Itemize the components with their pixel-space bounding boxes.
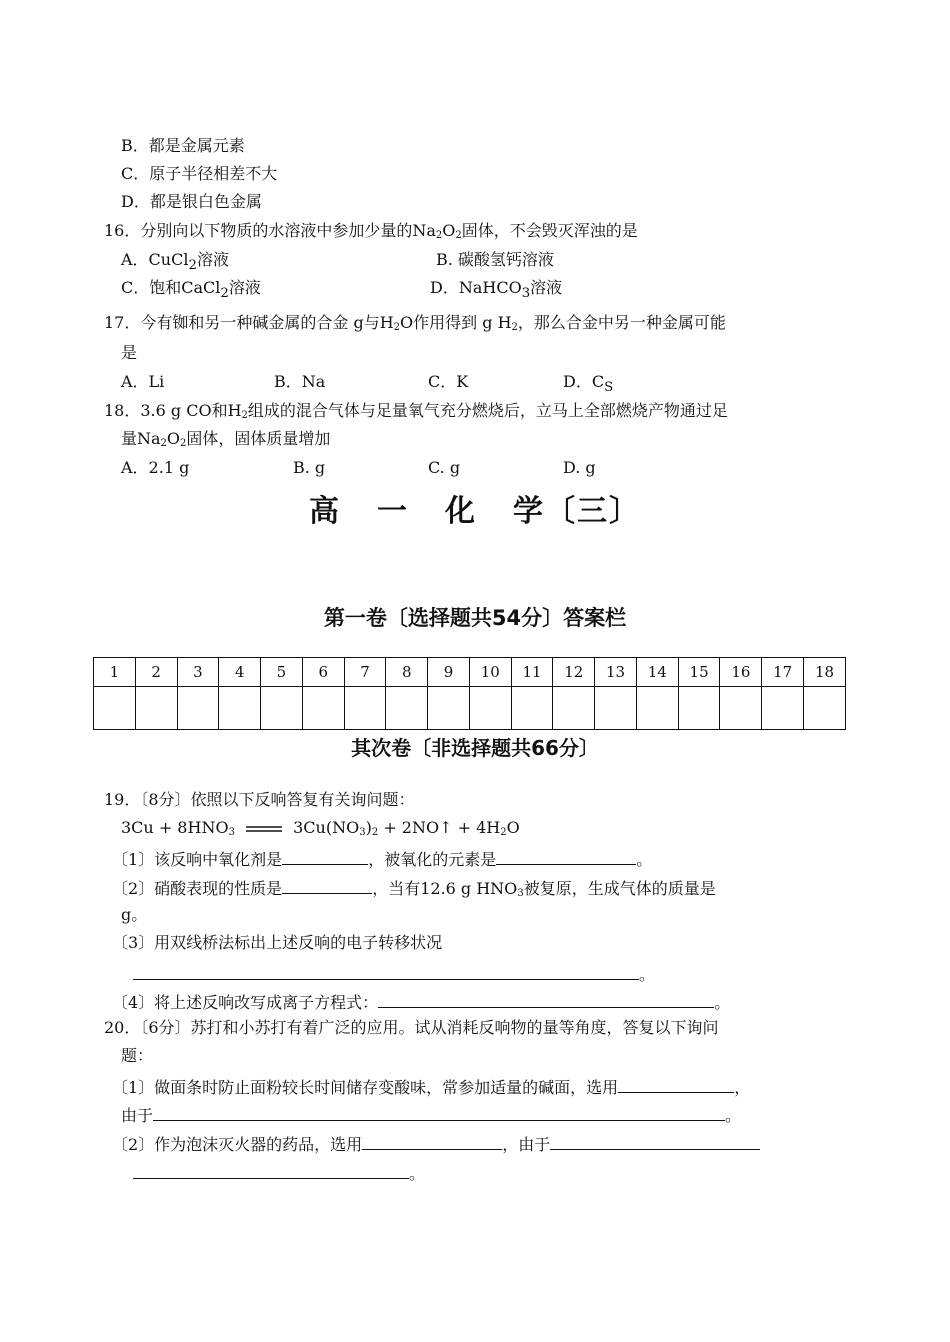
q18-option-c: C. g [428,458,461,477]
answer-blank[interactable] [153,1103,725,1121]
q17-option-c: C．K [428,372,469,391]
q20-part2: 〔2〕作为泡沫灭火器的药品，选用 ，由于 [112,1132,760,1155]
exam-title: 高 一 化 学〔三〕 [309,494,641,529]
answer-cell[interactable] [302,687,344,730]
answer-cell[interactable] [428,687,470,730]
q18-option-d: D. g [563,458,596,477]
q16-option-a: A．CuCl$_2$溶液 [121,250,229,274]
q15-option-c: C．原子半径相差不大 [121,164,278,183]
answer-cell[interactable] [553,687,595,730]
answer-table-header-row [94,658,846,687]
answer-table-header-cell: 2 [135,658,177,687]
answer-table-header-cell: 17 [762,658,804,687]
answer-blank[interactable] [362,1132,502,1150]
answer-cell[interactable] [678,687,720,730]
answer-blank[interactable] [133,1161,409,1179]
answer-table-header-cell: 11 [511,658,553,687]
q19-equation: $3Cu + 8HNO_3$ $3Cu(NO_3)_2$ + 2NO↑ + $4H_2O$ [121,818,520,838]
answer-table-header-cell: 4 [219,658,261,687]
q16-stem: 16．分别向以下物质的水溶液中参加少量的$Na_2O_2$固体，不会毁灭浑浊的是 [104,221,638,241]
q17-stem-line2: 是 [121,343,138,362]
answer-blank[interactable] [133,962,639,980]
q17-option-b: B．Na [274,372,326,391]
answer-table-header-cell: 16 [720,658,762,687]
q17-stem: 17．今有铷和另一种碱金属的合金 g与$H_2O$作用得到 g $H_2$，那么合金中另一种金属可能 [104,313,726,333]
answer-blank[interactable] [496,847,636,865]
answer-cell[interactable] [177,687,219,730]
answer-table-header-cell: 1 [94,658,136,687]
q20-part1-line2: 由于 。 [121,1103,741,1126]
part2-heading: 其次卷〔非选择题共66分〕 [351,736,599,760]
q18-option-b: B. g [293,458,326,477]
q19-part2-line2: g。 [121,905,148,924]
q20-stem-line2: 题： [121,1046,154,1065]
answer-blank[interactable] [378,990,714,1008]
answer-cell[interactable] [511,687,553,730]
answer-cell[interactable] [762,687,804,730]
q18-stem-line2: 量$Na_2O_2$固体，固体质量增加 [121,429,331,449]
answer-table-header-cell: 18 [804,658,846,687]
q15-option-b: B．都是金属元素 [121,136,245,155]
answer-blank[interactable] [550,1132,760,1150]
answer-table [93,657,846,730]
answer-blank[interactable] [282,847,368,865]
answer-table-header-cell: 8 [386,658,428,687]
answer-cell[interactable] [386,687,428,730]
q19-part2: 〔2〕硝酸表现的性质是 ，当有12.6 g $HNO_3$被复原，生成气体的质量是 [112,876,716,899]
answer-cell[interactable] [720,687,762,730]
answer-cell[interactable] [94,687,136,730]
answer-cell[interactable] [344,687,386,730]
answer-table-header-cell: 5 [261,658,303,687]
answer-table-header-cell: 3 [177,658,219,687]
answer-cell[interactable] [469,687,511,730]
answer-cell[interactable] [261,687,303,730]
answer-table-answer-row [94,687,846,730]
q18-stem: 18．3.6 g CO和$H_2$组成的混合气体与足量氧气充分燃烧后，立马上全部燃烧产物通过足 [104,401,728,421]
answer-table-header-cell: 14 [636,658,678,687]
q17-option-a: A．Li [121,372,165,391]
q19-part3: 〔3〕用双线桥法标出上述反响的电子转移状况 [112,933,443,952]
q16-option-b: B. 碳酸氢钙溶液 [436,250,554,269]
q20-part1: 〔1〕做面条时防止面粉较长时间储存变酸味，常参加适量的碱面，选用 ， [112,1075,750,1098]
part1-heading: 第一卷〔选择题共54分〕答案栏 [323,606,627,630]
answer-table-header-cell: 15 [678,658,720,687]
q16-option-c: C．饱和CaCl$_2$溶液 [121,278,261,302]
answer-table-header-cell: 10 [469,658,511,687]
answer-cell[interactable] [595,687,637,730]
answer-table-header-cell: 7 [344,658,386,687]
answer-cell[interactable] [219,687,261,730]
answer-blank[interactable] [618,1075,734,1093]
q17-option-d: D．$C_S$ [563,372,614,396]
answer-table-header-cell: 12 [553,658,595,687]
equals-arrow-icon [246,825,282,833]
q20-stem: 20．〔6分〕苏打和小苏打有着广泛的应用。试从消耗反响物的量等角度，答复以下询问 [104,1018,719,1037]
q19-part4: 〔4〕将上述反响改写成离子方程式： 。 [112,990,730,1013]
answer-table-header-cell: 9 [428,658,470,687]
answer-cell[interactable] [804,687,846,730]
answer-table-header-cell: 13 [595,658,637,687]
answer-table-header-cell: 6 [302,658,344,687]
q18-option-a: A．2.1 g [121,458,190,477]
q15-option-d: D．都是银白色金属 [121,192,262,211]
answer-cell[interactable] [135,687,177,730]
answer-cell[interactable] [636,687,678,730]
q16-option-d: D．NaHCO$_3$溶液 [430,278,563,302]
answer-blank[interactable] [282,876,372,894]
q19-part1: 〔1〕该反响中氧化剂是 ，被氧化的元素是 。 [112,847,652,870]
q19-stem: 19．〔8分〕依照以下反响答复有关询问题： [104,790,415,809]
q20-part2-line2: 。 [133,1161,425,1184]
q19-part3-answer: 。 [133,962,655,985]
